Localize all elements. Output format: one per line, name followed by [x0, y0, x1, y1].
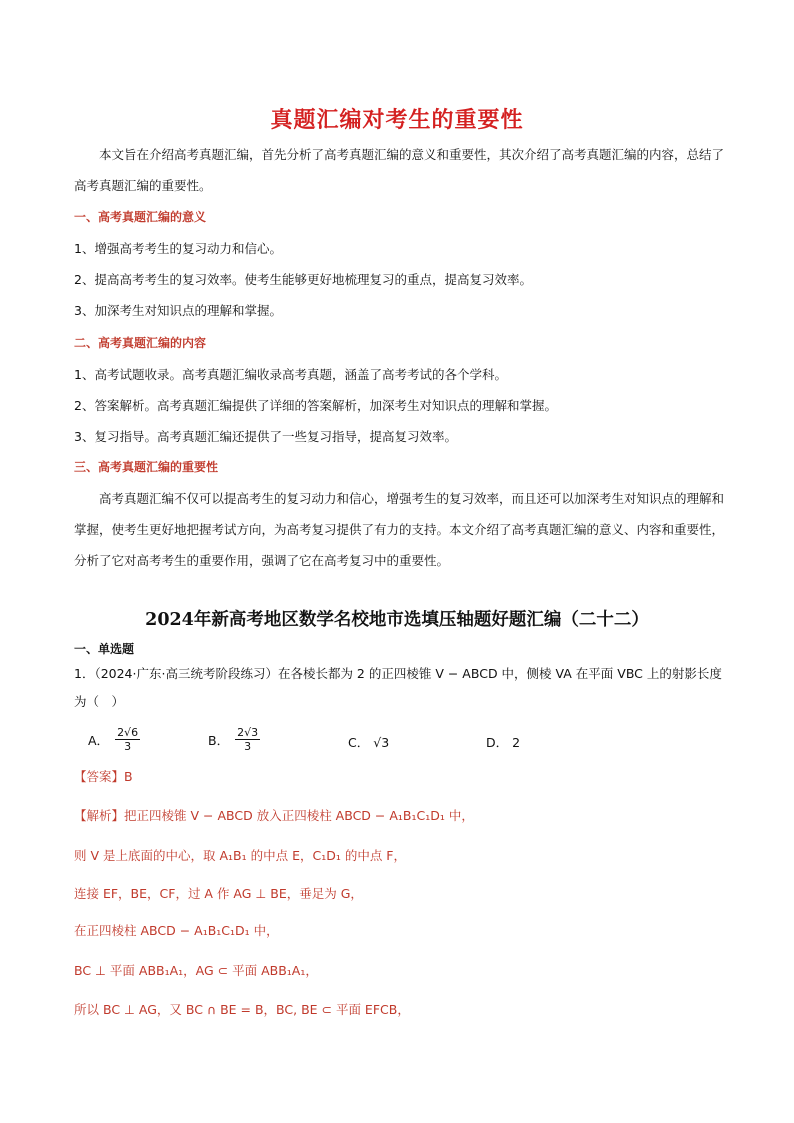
option-b-denominator: 3 — [244, 740, 252, 754]
option-a-fraction — [115, 726, 140, 753]
analysis-tag: 【解析】 — [74, 808, 125, 823]
intro-paragraph: 本文旨在介绍高考真题汇编，首先分析了高考真题汇编的意义和重要性，其次介绍了高考真题汇编的内容，总结了高考真题汇编的重要性。 — [74, 147, 725, 193]
section-1-item-1: 1、增强高考考生的复习动力和信心。 — [74, 241, 282, 256]
analysis-line-1 — [74, 806, 474, 824]
section-2-item-2: 2、答案解析。高考真题汇编提供了详细的答案解析，加深考生对知识点的理解和掌握。 — [74, 398, 557, 413]
option-d — [486, 733, 520, 751]
analysis-line-2: 则 V 是上底面的中心，取 A₁B₁ 的中点 E，C₁D₁ 的中点 F， — [74, 848, 406, 863]
section-2-item-1: 1、高考试题收录。高考真题汇编收录高考真题，涵盖了高考考试的各个学科。 — [74, 367, 507, 382]
section-heading-2: 二、高考真题汇编的内容 — [74, 336, 207, 350]
option-a — [88, 726, 140, 753]
option-b-fraction — [235, 726, 260, 753]
section-heading-3: 三、高考真题汇编的重要性 — [74, 460, 219, 474]
analysis-line-6: 所以 BC ⊥ AG，又 BC ∩ BE = B，BC, BE ⊂ 平面 EFCB， — [74, 1002, 410, 1017]
option-d-label: D． — [486, 735, 509, 750]
section-1-item-2: 2、提高高考考生的复习效率。使考生能够更好地梳理复习的重点，提高复习效率。 — [74, 272, 532, 287]
option-b — [208, 726, 260, 753]
analysis-text-1: 把正四棱锥 V − ABCD 放入正四棱柱 ABCD − A₁B₁C₁D₁ 中， — [124, 808, 474, 823]
analysis-line-4: 在正四棱柱 ABCD − A₁B₁C₁D₁ 中， — [74, 923, 279, 938]
section-heading-1: 一、高考真题汇编的意义 — [74, 210, 207, 224]
question-stem: 1．（2024·广东·高三统考阶段练习）在各棱长都为 2 的正四棱锥 V − ABCD 中，侧棱 VA 在平面 VBC 上的射影长度为（ ） — [74, 666, 722, 709]
option-b-label: B． — [208, 732, 230, 748]
answer-value: B — [124, 769, 133, 784]
analysis-line-3: 连接 EF，BE，CF，过 A 作 AG ⊥ BE，垂足为 G， — [74, 886, 363, 901]
option-a-denominator: 3 — [124, 740, 132, 754]
section-3-paragraph: 高考真题汇编不仅可以提高考生的复习动力和信心，增强考生的复习效率，而且还可以加深考生对知识点的理解和掌握，使考生更好地把握考试方向，为高考复习提供了有力的支持。本文介绍了高考真题汇编的意义、内容和重要性，分析了它对高考考生的重要作用，强调了它在高考复习中的重要性。 — [74, 491, 725, 568]
analysis-line-5: BC ⊥ 平面 ABB₁A₁，AG ⊂ 平面 ABB₁A₁， — [74, 963, 318, 978]
option-d-value: 2 — [512, 734, 521, 750]
section-2-item-3: 3、复习指导。高考真题汇编还提供了一些复习指导，提高复习效率。 — [74, 429, 457, 444]
answer-line — [74, 767, 133, 785]
option-c-value: √3 — [373, 734, 390, 750]
document-title: 真题汇编对考生的重要性 — [270, 108, 524, 133]
single-choice-heading: 一、单选题 — [74, 642, 135, 656]
exam-title: 2024年新高考地区数学名校地市选填压轴题好题汇编（二十二） — [145, 610, 649, 630]
section-1-item-3: 3、加深考生对知识点的理解和掌握。 — [74, 303, 282, 318]
answer-tag: 【答案】 — [74, 769, 125, 784]
option-c-label: C． — [348, 735, 370, 750]
option-a-label: A． — [88, 732, 110, 748]
option-b-numerator: 2√3 — [237, 726, 259, 739]
option-c — [348, 733, 389, 751]
option-a-numerator: 2√6 — [117, 726, 139, 739]
